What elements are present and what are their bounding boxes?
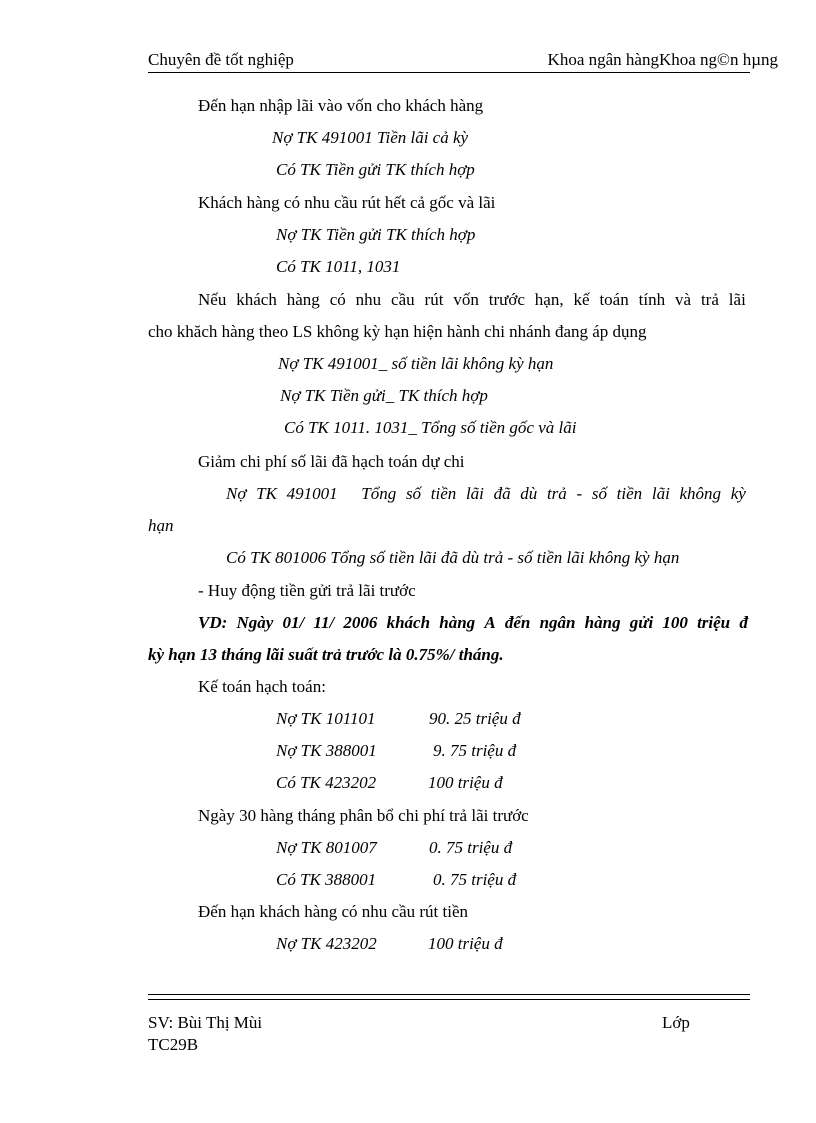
word: tính (638, 290, 666, 309)
word: số (591, 484, 607, 503)
word: rút (424, 290, 444, 309)
word: trước (488, 290, 525, 309)
footer-student: SV: Bùi Thị Mùi (148, 1013, 263, 1032)
word: đã (493, 484, 511, 503)
text-line: Khách hàng có nhu cầu rút hết cả gốc và lãi (198, 193, 496, 212)
entry-account: Có TK 388001 (276, 870, 377, 889)
text-line: Đến hạn khách hàng có nhu cầu rút tiền (198, 902, 469, 921)
entry-line: hạn (148, 516, 174, 535)
word: lãi (651, 484, 670, 503)
entry-amount: 0. 75 triệu đ (433, 870, 517, 889)
header-title: Chuyên đề tốt nghiệp (148, 50, 294, 69)
word: TK (256, 484, 277, 503)
header-department: Khoa ngân hàngKhoa ng©n hµng (547, 50, 778, 69)
example-line: kỳ hạn 13 tháng lãi suất trả trước là 0.75%/ tháng. (148, 645, 504, 664)
word: 491001 (286, 484, 338, 503)
entry-account: Nợ TK 801007 (276, 838, 377, 857)
word: đến (504, 613, 531, 632)
page-header (148, 50, 778, 73)
word: đ (739, 613, 748, 632)
entry-line: Có TK Tiền gửi TK thích hợp (276, 160, 475, 179)
word: tiền (430, 484, 457, 503)
entry-account: Có TK 423202 (276, 773, 377, 792)
entry-amount: 90. 25 triệu đ (429, 709, 521, 728)
word: và (675, 290, 692, 309)
word: lãi (465, 484, 484, 503)
entry-amount: 0. 75 triệu đ (429, 838, 513, 857)
word: kế (573, 290, 590, 309)
footer-class-label: Lớp (662, 1013, 690, 1032)
word: triệu (697, 613, 731, 632)
text-line: Ngày 30 hàng tháng phân bổ chi phí trả lãi trước (198, 806, 529, 825)
justified-line (198, 289, 746, 311)
word: hàng (286, 290, 320, 309)
entry-line: Có TK 1011, 1031 (276, 257, 401, 276)
word: kỳ (730, 484, 746, 503)
word: vốn (453, 290, 479, 309)
word: tiền (616, 484, 643, 503)
word: lãi (728, 290, 746, 309)
word: khách (386, 613, 431, 632)
word: 01/ (282, 613, 305, 632)
footer-class-code: TC29B (148, 1035, 199, 1054)
justified-entry-line (226, 483, 746, 505)
entry-account: Nợ TK 423202 (276, 934, 377, 953)
word: số (405, 484, 422, 503)
entry-line: Nợ TK Tiền gửi_ TK thích hợp (280, 386, 488, 405)
text-line: Giảm chi phí số lãi đã hạch toán dự chi (198, 452, 465, 471)
entry-account: Nợ TK 101101 (276, 709, 376, 728)
word: 2006 (343, 613, 378, 632)
footer-divider (148, 994, 750, 1000)
entry-account: Nợ TK 388001 (276, 741, 377, 760)
word: hàng (439, 613, 476, 632)
word: nhu (355, 290, 382, 309)
word: A (484, 613, 496, 632)
word: VD: (198, 613, 228, 632)
example-line (198, 612, 748, 634)
word: không (679, 484, 722, 503)
entry-amount: 100 triệu đ (428, 773, 503, 792)
word: 11/ (313, 613, 335, 632)
text-line: cho khăch hàng theo LS không kỳ hạn hiện hành chi nhánh đang áp dụng (148, 322, 647, 341)
text-line: Kế toán hạch toán: (198, 677, 326, 696)
word: hàng (584, 613, 621, 632)
word: ngân (539, 613, 576, 632)
word: - (576, 484, 583, 503)
entry-line: Nợ TK 491001_ số tiền lãi không kỳ hạn (278, 354, 554, 373)
word: Ngày (236, 613, 274, 632)
entry-line: Có TK 801006 Tổng số tiền lãi đã dù trả - số tiền lãi không kỳ hạn (226, 548, 680, 567)
text-line: - Huy động tiền gửi trả lãi trước (198, 581, 416, 600)
entry-line: Nợ TK 491001 Tiền lãi cả kỳ (272, 128, 469, 147)
text-line: Đến hạn nhập lãi vào vốn cho khách hàng (198, 96, 484, 115)
word: khách (236, 290, 277, 309)
word: có (329, 290, 346, 309)
word: toán (599, 290, 629, 309)
word: 100 (662, 613, 688, 632)
word: trả (546, 484, 567, 503)
word: hạn, (534, 290, 564, 309)
word: Nếu (198, 290, 227, 309)
word: gửi (629, 613, 654, 632)
word: dù (520, 484, 538, 503)
word: Nợ (226, 484, 247, 503)
entry-amount: 9. 75 triệu đ (433, 741, 517, 760)
entry-line: Có TK 1011. 1031_ Tổng số tiền gốc và lãi (284, 418, 577, 437)
entry-amount: 100 triệu đ (428, 934, 503, 953)
entry-line: Nợ TK Tiền gửi TK thích hợp (276, 225, 476, 244)
word: trả (700, 290, 719, 309)
word: cầu (391, 290, 415, 309)
word: Tổng (361, 484, 397, 503)
